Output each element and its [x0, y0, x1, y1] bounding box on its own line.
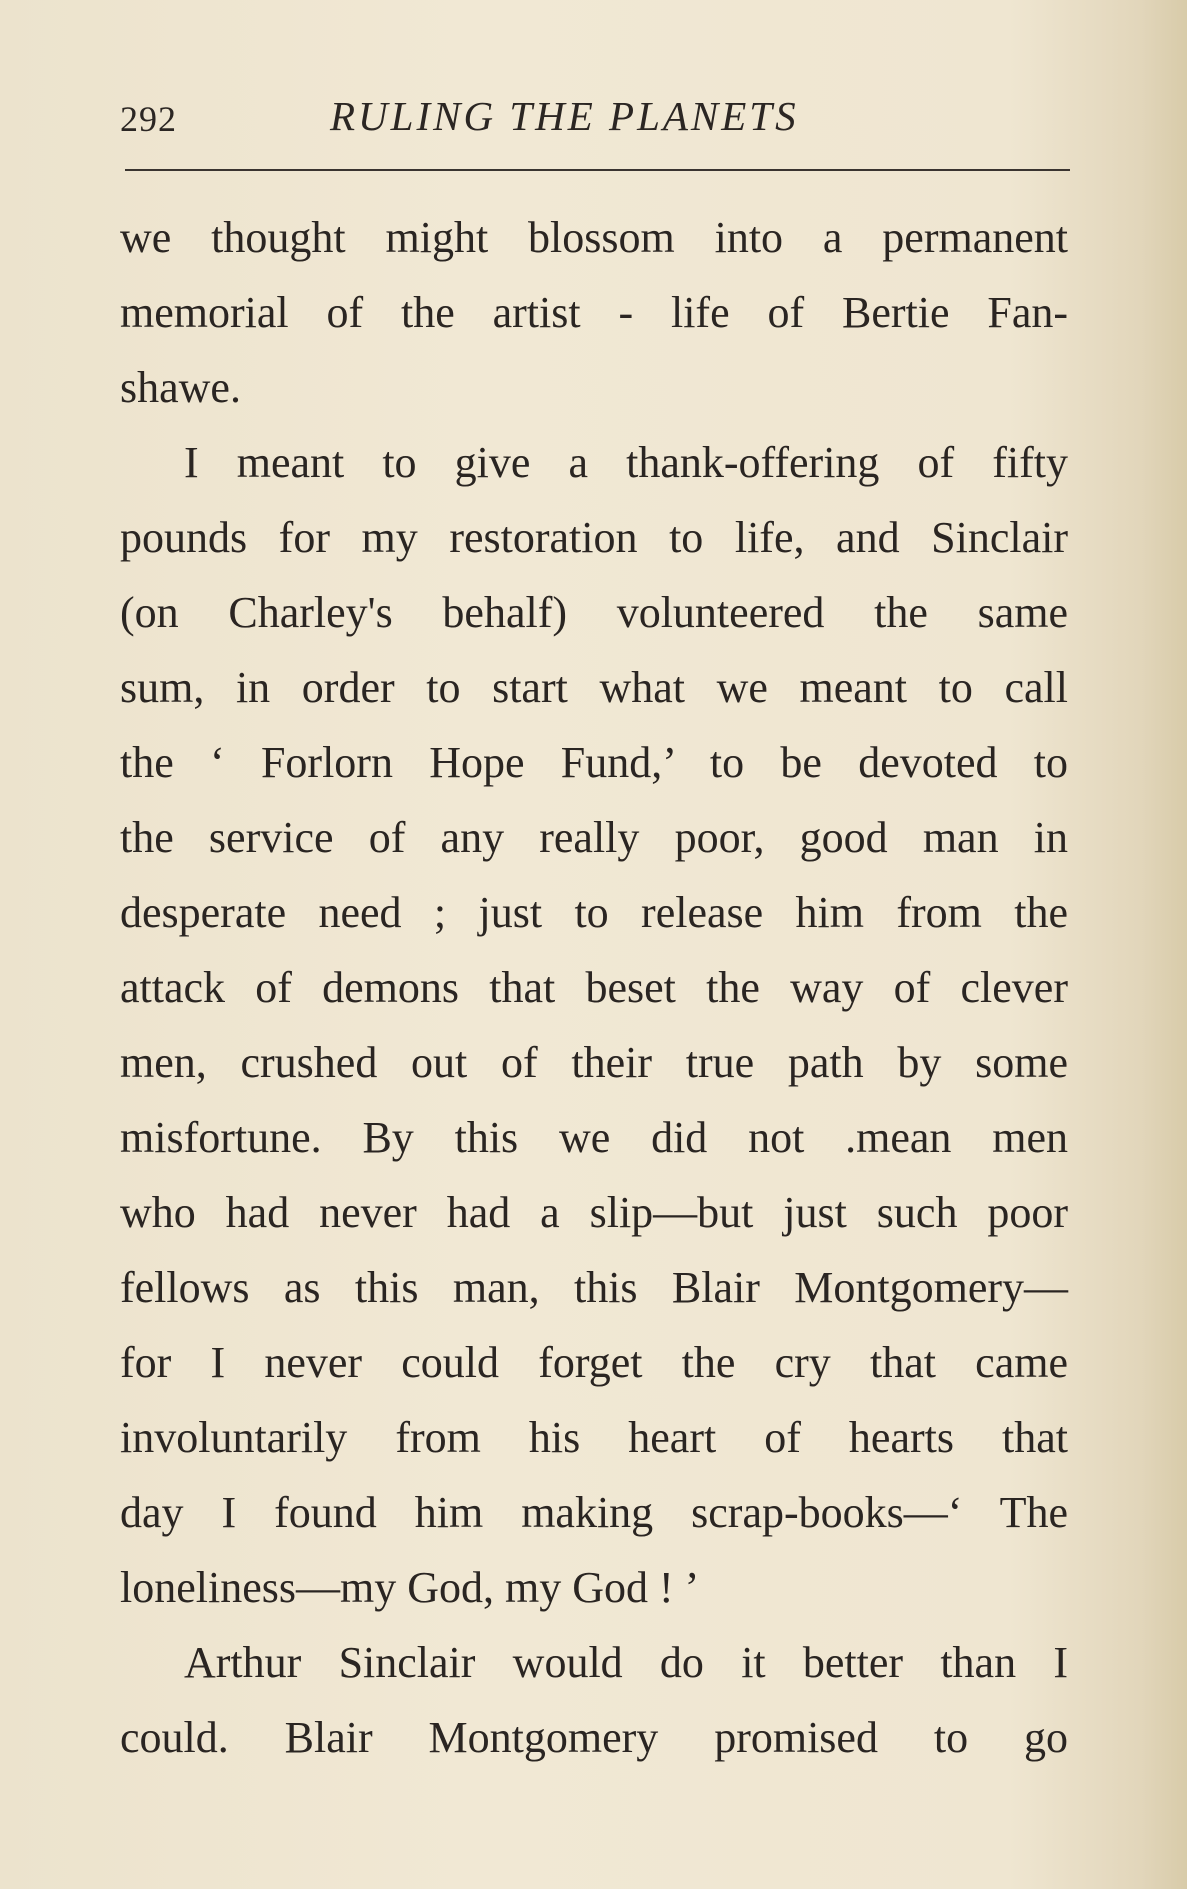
page-number: 292	[120, 99, 177, 139]
body-text	[120, 200, 1068, 1775]
text-line: sum, in order to start what we meant to call	[120, 663, 1068, 712]
text-line: men, crushed out of their true path by some	[120, 1038, 1068, 1087]
text-line: the service of any really poor, good man in	[120, 813, 1068, 862]
text-line: could. Blair Montgomery promised to go	[120, 1713, 1068, 1762]
text-line: pounds for my restoration to life, and Sinclair	[120, 513, 1068, 562]
text-line: the ‘ Forlorn Hope Fund,’ to be devoted to	[120, 738, 1068, 787]
text-line: (on Charley's behalf) volunteered the same	[120, 588, 1068, 637]
text-line: we thought might blossom into a permanent	[120, 213, 1068, 262]
text-line: for I never could forget the cry that came	[120, 1338, 1068, 1387]
running-title: RULING THE PLANETS	[330, 93, 799, 139]
page-header	[120, 88, 1070, 148]
text-line: who had never had a slip—but just such poor	[120, 1188, 1068, 1237]
text-line: day I found him making scrap-books—‘ The	[120, 1488, 1068, 1537]
text-line: involuntarily from his heart of hearts that	[120, 1413, 1068, 1462]
text-line: desperate need ; just to release him from the	[120, 888, 1068, 937]
text-line: attack of demons that beset the way of clever	[120, 963, 1068, 1012]
text-line: loneliness—my God, my God ! ’	[120, 1563, 700, 1612]
text-line: misfortune. By this we did not .mean men	[120, 1113, 1068, 1162]
header-rule	[125, 169, 1070, 171]
text-line: shawe.	[120, 363, 241, 412]
text-line: I meant to give a thank-offering of fifty	[184, 438, 1068, 487]
text-line: Arthur Sinclair would do it better than I	[184, 1638, 1068, 1687]
text-line: memorial of the artist - life of Bertie Fan-	[120, 288, 1068, 337]
text-line: fellows as this man, this Blair Montgomery—	[120, 1263, 1068, 1312]
